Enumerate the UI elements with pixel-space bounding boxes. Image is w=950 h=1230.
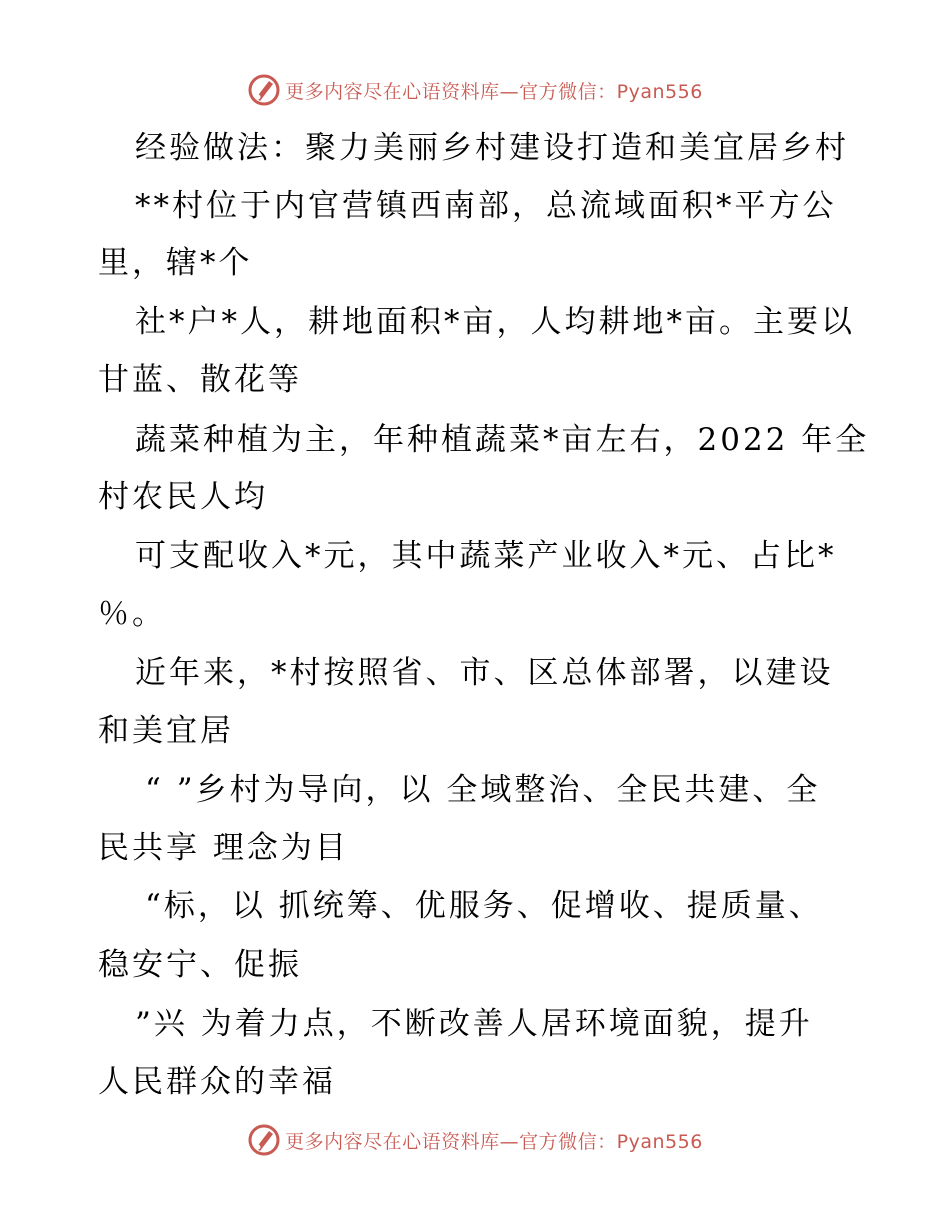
header-watermark-banner [0, 70, 950, 110]
footer-watermark-banner [0, 1120, 950, 1160]
paragraph-line: 甘蓝、散花等 [98, 362, 302, 398]
paragraph-line: 可支配收入*元，其中蔬菜产业收入*元、占比* [135, 538, 837, 574]
paragraph-line: 稳安宁、促振 [98, 947, 302, 983]
pen-seal-logo-icon [247, 73, 281, 107]
pen-seal-logo-icon [247, 1123, 281, 1157]
paragraph-line: **村位于内官营镇西南部，总流域面积*平方公 [135, 188, 837, 224]
paragraph-line: ”兴 为着力点，不断改善人居环境面貌，提升 [135, 1006, 813, 1042]
paragraph-line: ％。 [98, 596, 166, 632]
paragraph-line: 村农民人均 [98, 479, 268, 515]
paragraph-line: 民共享 理念为目 [98, 830, 349, 866]
paragraph-line: 和美宜居 [98, 713, 234, 749]
header-watermark-text: 更多内容尽在心语资料库—官方微信：Pyan556 [285, 80, 703, 103]
paragraph-line: 蔬菜种植为主，年种植蔬菜*亩左右，2022 年全 [135, 422, 870, 458]
paragraph-line: 里，辖*个 [98, 245, 253, 281]
paragraph-line: “标，以 抓统筹、优服务、促增收、提质量、 [145, 888, 823, 924]
paragraph-line: 人民群众的幸福 [98, 1064, 336, 1100]
footer-watermark-text: 更多内容尽在心语资料库—官方微信：Pyan556 [285, 1130, 703, 1153]
paragraph-line: 经验做法：聚力美丽乡村建设打造和美宜居乡村 [135, 130, 849, 166]
paragraph-line: “ ”乡村为导向，以 全域整治、全民共建、全 [145, 772, 821, 808]
paragraph-line: 近年来，*村按照省、市、区总体部署，以建设 [135, 655, 834, 691]
paragraph-line: 社*户*人，耕地面积*亩，人均耕地*亩。主要以 [135, 304, 855, 340]
